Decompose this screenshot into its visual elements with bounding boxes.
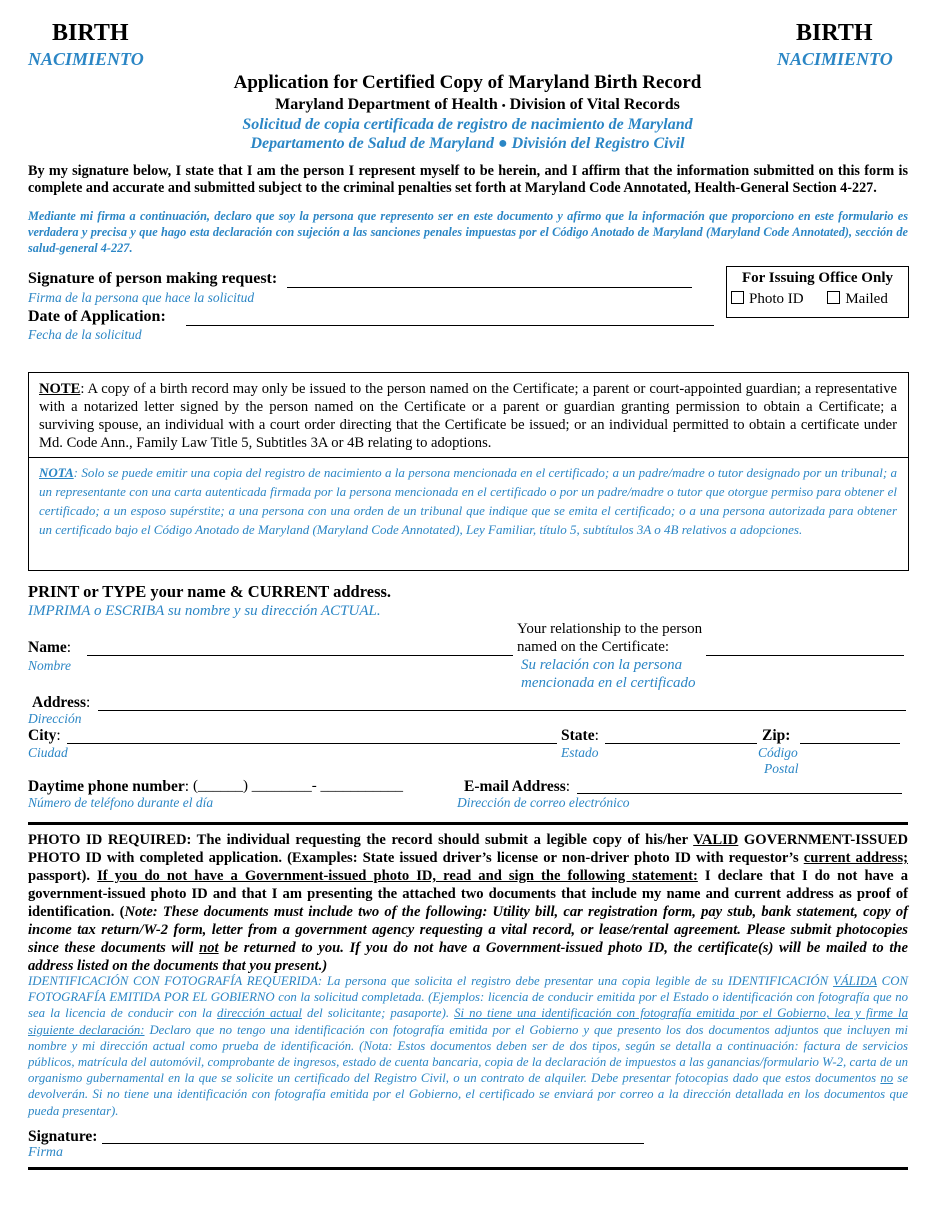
department-line-es: Departamento de Salud de Maryland ● División del Registro Civil [250,135,685,152]
signature-input-line[interactable] [102,1143,644,1144]
note-divider [29,457,908,458]
photo-id-label: Photo ID [749,291,804,307]
name-label-es: Nombre [28,658,71,673]
relationship-label-1: Your relationship to the person [517,621,703,637]
photo-id-checkbox[interactable] [731,291,744,304]
city-label: City: [28,727,61,744]
division-name: Division of Vital Records [509,96,680,113]
note-body: : A copy of a birth record may only be issued to the person named on the Certificate; a parent or court-appointed guardian; a representative with a notarized letter signed by the person named on the Certificate or a parent or guardian granting permission to obtain a Certificate; a surviving spouse, an individual with a court order directing that the Certificate be issued; or an individual permitted to obtain a certificate under Md. Code Ann., Family Law Title 5, Subtitles 3A or 4B relating to adoptions. [39,381,897,451]
state-label: State: [561,727,599,744]
corner-birth-left: BIRTH [52,20,129,46]
note-box [28,372,909,571]
signature-label: Signature: [28,1128,98,1145]
date-application-label-es: Fecha de la solicitud [28,327,142,342]
relationship-label-2: named on the Certificate: [517,639,670,655]
name-label: Name: [28,639,72,656]
zip-label: Zip: [762,727,791,744]
relationship-label-es-1: Su relación con la persona [521,657,683,673]
note-text-es [39,463,897,539]
mailed-checkbox[interactable] [827,291,840,304]
state-label-es: Estado [561,745,599,760]
city-label-es: Ciudad [28,745,68,760]
phone-input-format[interactable]: (______) ________- ___________ [193,778,403,794]
department-name: Maryland Department of Health [275,96,498,113]
affirmation-text: By my signature below, I state that I am the person I represent myself to be herein, and I affirm that the information submitted on this form is complete and accurate and submitted subject to the criminal penalties set forth at Maryland Code Annotated, Health-General Section 4-227. [28,163,908,196]
relationship-label-es-2: mencionada en el certificado [521,675,696,691]
corner-nacimiento-right: NACIMIENTO [777,49,893,69]
zip-label-es-1: Código [758,745,798,760]
date-application-label: Date of Application: [28,308,166,325]
signature-request-line[interactable] [287,287,692,288]
state-input-line[interactable] [605,743,757,744]
mailed-label: Mailed [845,291,888,307]
signature-request-label-es: Firma de la persona que hace la solicitud [28,290,255,305]
corner-birth-right: BIRTH [796,20,873,46]
bullet-separator: • [501,100,506,112]
address-input-line[interactable] [98,710,906,711]
signature-request-label: Signature of person making request: [28,270,278,287]
zip-label-es-2: Postal [764,761,799,776]
bottom-divider [28,1167,908,1170]
zip-input-line[interactable] [800,743,900,744]
section-divider [28,822,908,825]
print-heading-es: IMPRIMA o ESCRIBA su nombre y su dirección ACTUAL. [28,603,381,619]
note-text [39,380,897,452]
print-heading: PRINT or TYPE your name & CURRENT address. [28,582,392,601]
photo-id-requirement-es: IDENTIFICACIÓN CON FOTOGRAFÍA REQUERIDA: La persona que solicita el registro debe presentar una copia legible de su IDENTIFICACIÓN VÁLIDA CON FOTOGRAFÍA EMITIDA POR EL GOBIERNO con la solicitud completada. (Ejemplos: licencia de conducir emitida por el Estado o identificación con fotografía que no sea la licencia de conducir con la dirección actual del solicitante; pasaporte). Si no tiene una identificación con fotografía emitida por el Gobierno, lea y firme la siguiente declaración: Declaro que no tengo una identificación con fotografía emitida por el Gobierno y que presento los dos documentos adjuntos que incluyen mi nombre y mi dirección actual como prueba de identificación. (Nota: Estos documentos deben ser de dos tipos, según se detalla a continuación: factura de servicios públicos, matrícula del automóvil, comprobante de ingresos, estado de cuenta bancaria, copia de la declaración de impuestos a las ganancias/formulario W-2, carta de un organismo gubernamental en la que se solicite un certificado del Registro Civil, o un contrato de alquiler. Debe presentar fotocopias dado que estos documentos no se devolverán. Si no tiene una identificación con fotografía emitida por el Gobierno, el certificado se enviará por correo a la dirección detallada en los documentos que pueda presentar). [28,974,908,1118]
phone-label-es: Número de teléfono durante el día [28,795,214,810]
email-label: E-mail Address: [464,778,571,795]
page-title-es: Solicitud de copia certificada de registro de nacimiento de Maryland [242,116,693,133]
email-label-es: Dirección de correo electrónico [457,795,630,810]
city-input-line[interactable] [67,743,557,744]
corner-nacimiento-left: NACIMIENTO [28,49,144,69]
relationship-input-line[interactable] [706,655,904,656]
address-label-es: Dirección [28,711,82,726]
note-body-es: : Solo se puede emitir una copia del registro de nacimiento a la persona mencionada en el certificado; a un padre/madre o tutor designado por un tribunal; a un representante con una carta autenticada firmada por la persona mencionada en el certificado o por un padre/madre o tutor que otorgue permiso para obtener el certificado; a un esposo supérstite; a una persona con una orden de un tribunal que indique que se emita el certificado; o a una persona autorizada para obtener un certificado bajo el Código Anotado de Maryland (Maryland Code Annotated), Ley Familiar, título 5, subtítulos 3A o 4B relativos a adopciones. [39,465,897,537]
issuing-office-box [726,266,909,318]
page-title: Application for Certified Copy of Maryland Birth Record [233,72,702,93]
signature-label-es: Firma [28,1145,63,1160]
address-label: Address: [32,694,91,711]
issuing-office-title: For Issuing Office Only [742,270,893,286]
email-input-line[interactable] [577,793,902,794]
date-application-line[interactable] [186,325,714,326]
name-input-line[interactable] [87,655,513,656]
photo-id-requirement: PHOTO ID REQUIRED: The individual requesting the record should submit a legible copy of his/her VALID GOVERNMENT-ISSUED PHOTO ID with completed application. (Examples: State issued driver’s license or non-driver photo ID with requestor’s current address; passport). If you do not have a Government-issued photo ID, read and sign the following statement: I declare that I do not have a government-issued photo ID and that I am presenting the attached two documents that include my name and current address as proof of identification. (Note: These documents must include two of the following: Utility bill, car registration form, pay stub, bank statement, copy of income tax return/W-2 form, letter from a government agency requesting a vital record, or lease/rental agreement. Please submit photocopies since these documents will not be returned to you. If you do not have a Government-issued photo ID, the certificate(s) will be mailed to the address listed on the documents that you present.) [28,832,909,974]
phone-label: Daytime phone number: [28,778,190,795]
note-heading-es: NOTA [39,465,74,480]
note-heading: NOTE [39,381,81,397]
department-line [0,96,950,114]
affirmation-text-es: Mediante mi firma a continuación, declaro que soy la persona que represento ser en este documento y afirmo que la información que proporciono en este formulario es verdadera y precisa y que hago esta declaración con sujeción a las sanciones penales impuestas por el Código Anotado de Maryland (Maryland Code Annotated), sección de salud-general 4-227. [28,209,908,255]
